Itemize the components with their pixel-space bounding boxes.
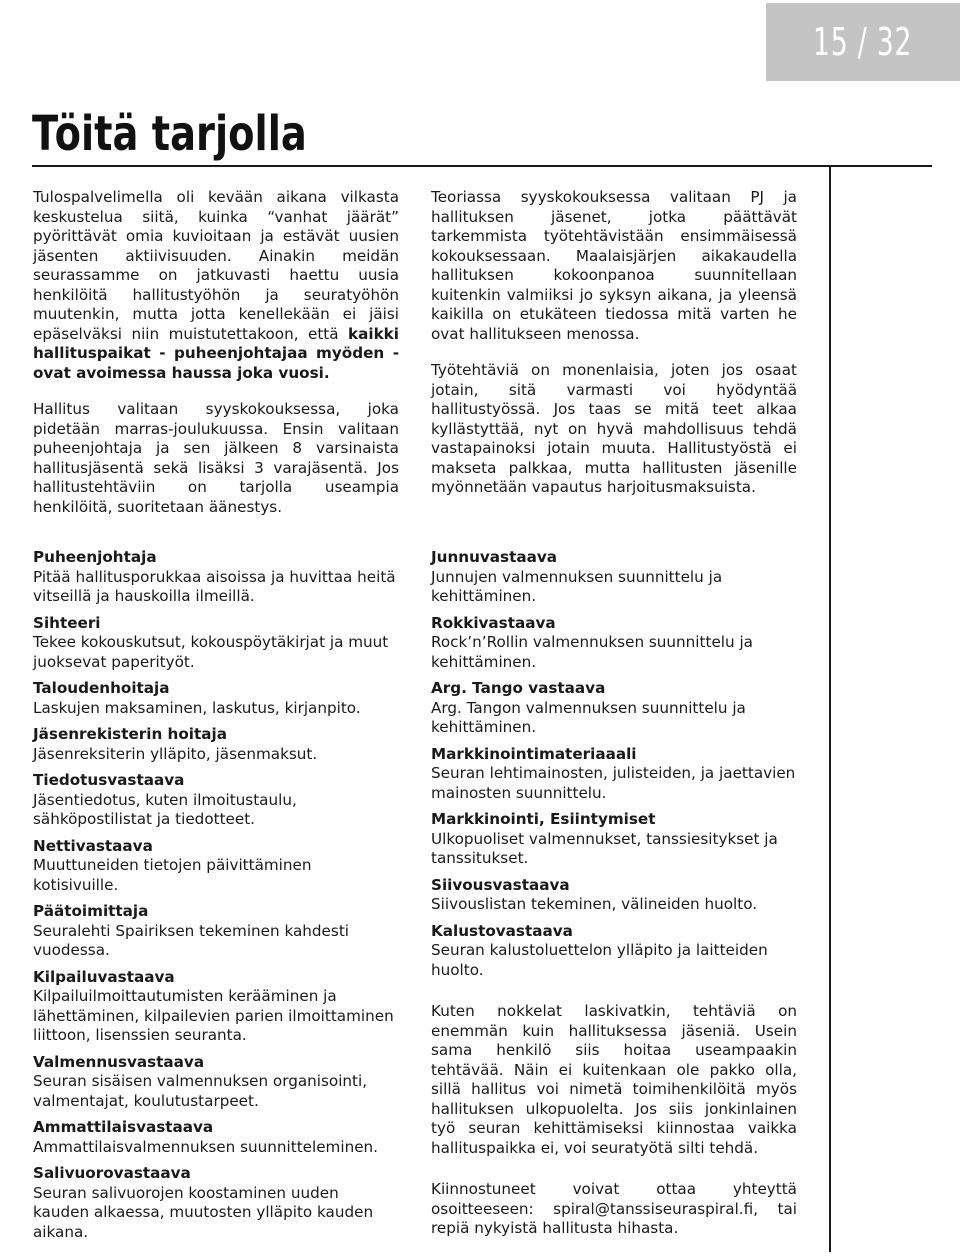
role-title: Tiedotusvastaava xyxy=(33,771,185,789)
role-item xyxy=(33,548,399,607)
roles-right-list xyxy=(431,548,797,980)
role-description: Junnujen valmennuksen suunnittelu ja kehittäminen. xyxy=(431,567,723,605)
role-item xyxy=(431,810,797,869)
role-item xyxy=(431,745,797,804)
role-description: Jäsenreksiterin ylläpito, jäsenmaksut. xyxy=(33,744,318,763)
intro-text: Tulospalvelimella oli kevään aikana vilkasta keskustelua siitä, kuinka “vanhat jäärät” pyörittävät omia kuvioitaan ja estävät uusien jäsenten aktiivisuuden. Ainakin meidän seurassamme on jatkuvasti haettu uusia henkilöitä hallitustyöhön ja seuratyöhön muutenkin, mutta jotta kenellekään ei jäisi epäselväksi niin muistutettakoon, että xyxy=(33,188,399,343)
intro-text: Hallitus valitaan syyskokouksessa, joka pidetään marras-joulukuussa. Ensin valitaan puheenjohtaja ja sen jälkeen 8 varsinaista hallitusjäsentä sekä lisäksi 3 varajäsentä. Jos hallitustehtäviin on tarjolla useampia henkilöitä, suoritetaan äänestys. xyxy=(33,400,399,516)
intro-paragraph xyxy=(33,188,399,383)
role-title: Salivuorovastaava xyxy=(33,1164,191,1182)
role-description: Rock’n’Rollin valmennuksen suunnittelu ja kehittäminen. xyxy=(431,633,753,671)
intro-paragraph xyxy=(33,400,399,517)
role-title: Taloudenhoitaja xyxy=(33,679,170,697)
page-title: Töitä tarjolla xyxy=(32,106,307,162)
role-title: Arg. Tango vastaava xyxy=(431,679,606,697)
role-description: Ammattilaisvalmennuksen suunnitteleminen. xyxy=(33,1137,378,1156)
role-description: Seuran kalustoluettelon ylläpito ja laitteiden huolto. xyxy=(431,941,768,979)
role-description: Seuralehti Spairiksen tekeminen kahdesti vuodessa. xyxy=(33,921,349,959)
role-title: Junnuvastaava xyxy=(431,548,557,566)
role-title: Rokkivastaava xyxy=(431,613,556,632)
page-number: 15 / 32 xyxy=(813,20,913,64)
intro-paragraph: Teoriassa syyskokouksessa valitaan PJ ja hallituksen jäsenet, jotka päättävät tarkemmista työtehtävistään ensimmäisessä kokouksessaan. Maalaisjärjen aikakaudella hallituksen kokoonpanoa suunnitellaan kuitenkin valmiiksi jo syksyn aikana, ja yleensä kaikilla on etukäteen tiedossa mitä varten he ovat hallitukseen menossa. xyxy=(431,188,797,343)
role-item xyxy=(33,1118,399,1157)
role-description: Ulkopuoliset valmennukset, tanssiesitykset ja tanssitukset. xyxy=(431,829,778,867)
role-title: Siivousvastaava xyxy=(431,875,570,894)
role-item xyxy=(33,771,399,830)
closing-paragraph: Kuten nokkelat laskivatkin, tehtäviä on enemmän kuin hallituksessa jäseniä. Usein sama henkilö siis hoitaa useampaakin tehtävää. Näin ei kuitenkaan ole pakko olla, sillä hallitus voi nimetä toimihenkilöitä myös hallituksen ulkopuolelta. Jos siis jonkinlainen työ seuran kehittämiseksi kiinnostaa vaikka hallituspaikka ei, voi seuratyötä silti tehdä. xyxy=(431,1002,797,1157)
role-item xyxy=(431,922,797,981)
roles-right-column xyxy=(431,548,797,1256)
role-description: Muuttuneiden tietojen päivittäminen kotisivuille. xyxy=(33,856,312,894)
role-title: Kalustovastaava xyxy=(431,921,573,940)
intro-left-column xyxy=(33,188,399,534)
vertical-rule xyxy=(829,165,831,1252)
role-item xyxy=(33,679,399,718)
role-description: Arg. Tangon valmennuksen suunnittelu ja kehittäminen. xyxy=(431,698,746,736)
role-description: Seuran sisäisen valmennuksen organisointi, valmentajat, koulutustarpeet. xyxy=(33,1072,368,1110)
role-item xyxy=(33,1164,399,1242)
role-item xyxy=(33,1053,399,1112)
role-description: Seuran lehtimainosten, julisteiden, ja jaettavien mainosten suunnittelu. xyxy=(431,764,796,802)
role-description: Siivouslistan tekeminen, välineiden huolto. xyxy=(431,895,758,913)
intro-emphasis: kaikki hallituspaikat - puheenjohtajaa myöden - ovat avoimessa haussa joka vuosi. xyxy=(33,324,399,382)
role-item xyxy=(33,725,399,764)
role-title: Markkinointimateriaaali xyxy=(431,744,637,763)
role-item xyxy=(33,837,399,896)
role-description: Seuran salivuorojen koostaminen uuden kauden alkaessa, muutosten ylläpito kauden aikana. xyxy=(33,1183,374,1241)
role-title: Kilpailuvastaava xyxy=(33,967,175,986)
role-description: Tekee kokouskutsut, kokouspöytäkirjat ja muut juoksevat paperityöt. xyxy=(33,633,389,671)
role-item xyxy=(33,902,399,961)
role-description: Laskujen maksaminen, laskutus, kirjanpito. xyxy=(33,698,361,717)
role-title: Markkinointi, Esiintymiset xyxy=(431,810,656,828)
role-title: Päätoimittaja xyxy=(33,902,149,920)
role-title: Jäsenrekisterin hoitaja xyxy=(33,725,227,743)
intro-right-column xyxy=(431,188,797,515)
role-title: Puheenjohtaja xyxy=(33,548,157,566)
intro-paragraph: Työtehtäviä on monenlaisia, joten jos osaat jotain, sitä varmasti voi hyödyntää hallitustyössä. Jos taas se mitä teet alkaa kyllästyttää, nyt on hyvä mahdollisuus tehdä vastapainoksi jotain muuta. Hallitustyöstä ei makseta palkkaa, mutta hallitusten jäsenille myönnetään vapautus harjoitusmaksuista. xyxy=(431,361,797,496)
role-item xyxy=(431,679,797,738)
closing-paragraph: Kiinnostuneet voivat ottaa yhteyttä osoitteeseen: spiral@tanssiseuraspiral.fi, tai repiä nykyistä hallitusta hihasta. xyxy=(431,1180,797,1237)
page-number-badge xyxy=(766,3,960,81)
role-item xyxy=(431,548,797,607)
role-item xyxy=(431,876,797,915)
role-description: Jäsentiedotus, kuten ilmoitustaulu, sähköpostilistat ja tiedotteet. xyxy=(33,790,297,828)
role-item xyxy=(33,968,399,1046)
roles-left-column xyxy=(33,548,399,1249)
role-description: Kilpailuilmoittautumisten kerääminen ja lähettäminen, kilpailevien parien ilmoittaminen liittoon, lisenssien seuranta. xyxy=(33,987,394,1044)
title-block xyxy=(32,103,932,167)
role-title: Nettivastaava xyxy=(33,836,153,855)
role-description: Pitää hallitusporukkaa aisoissa ja huvittaa heitä vitseillä ja hauskoilla ilmeillä. xyxy=(33,567,396,605)
role-item xyxy=(33,614,399,673)
role-title: Ammattilaisvastaava xyxy=(33,1118,214,1136)
role-title: Valmennusvastaava xyxy=(33,1052,205,1071)
role-item xyxy=(431,614,797,673)
role-title: Sihteeri xyxy=(33,613,101,632)
